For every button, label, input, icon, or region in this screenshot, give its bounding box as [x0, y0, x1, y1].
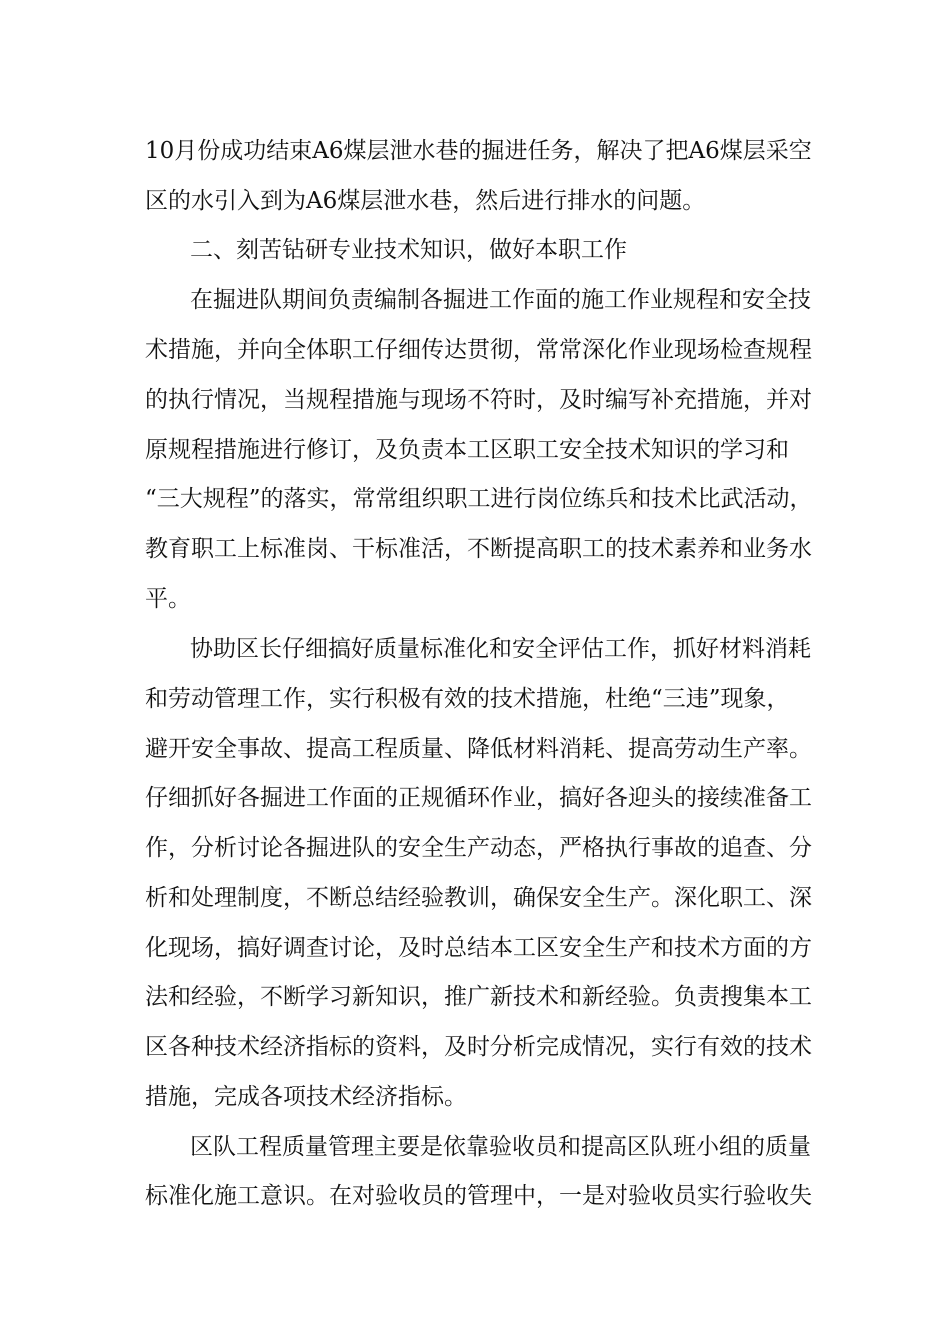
text-line-20: 措施，完成各项技术经济指标。 [145, 1084, 467, 1110]
text-line-2: 区的水引入到为A6煤层泄水巷，然后进行排水的问题。 [145, 188, 706, 214]
text-line-11: 协助区长仔细搞好质量标准化和安全评估工作，抓好材料消耗 [190, 636, 811, 662]
text-line-10: 平。 [145, 586, 191, 612]
text-line-7: 原规程措施进行修订，及负责本工区职工安全技术知识的学习和 [145, 437, 789, 463]
text-line-5: 术措施，并向全体职工仔细传达贯彻，常常深化作业现场检查规程 [145, 337, 812, 363]
text-line-18: 法和经验，不断学习新知识，推广新技术和新经验。负责搜集本工 [145, 984, 812, 1010]
text-line-22: 标准化施工意识。在对验收员的管理中，一是对验收员实行验收失 [145, 1183, 812, 1209]
text-line-15: 作，分析讨论各掘进队的安全生产动态，严格执行事故的追查、分 [145, 835, 812, 861]
text-line-21: 区队工程质量管理主要是依靠验收员和提高区队班小组的质量 [190, 1134, 811, 1160]
text-line-14: 仔细抓好各掘进工作面的正规循环作业，搞好各迎头的接续准备工 [145, 785, 812, 811]
text-line-17: 化现场，搞好调查讨论，及时总结本工区安全生产和技术方面的方 [145, 935, 812, 961]
text-line-12: 和劳动管理工作，实行积极有效的技术措施，杜绝“三违”现象， [145, 686, 790, 712]
text-line-4: 在掘进队期间负责编制各掘进工作面的施工作业规程和安全技 [190, 287, 811, 313]
section-heading: 二、刻苦钻研专业技术知识，做好本职工作 [190, 237, 627, 263]
text-line-9: 教育职工上标准岗、干标准活，不断提高职工的技术素养和业务水 [145, 536, 812, 562]
text-line-8: “三大规程”的落实，常常组织职工进行岗位练兵和技术比武活动， [145, 486, 813, 512]
text-line-19: 区各种技术经济指标的资料，及时分析完成情况，实行有效的技术 [145, 1034, 812, 1060]
text-line-13: 避开安全事故、提高工程质量、降低材料消耗、提高劳动生产率。 [145, 736, 812, 762]
text-line-1: 10月份成功结束A6煤层泄水巷的掘进任务，解决了把A6煤层采空 [145, 138, 812, 164]
text-line-6: 的执行情况，当规程措施与现场不符时，及时编写补充措施，并对 [145, 387, 812, 413]
text-line-16: 析和处理制度，不断总结经验教训，确保安全生产。深化职工、深 [145, 885, 812, 911]
